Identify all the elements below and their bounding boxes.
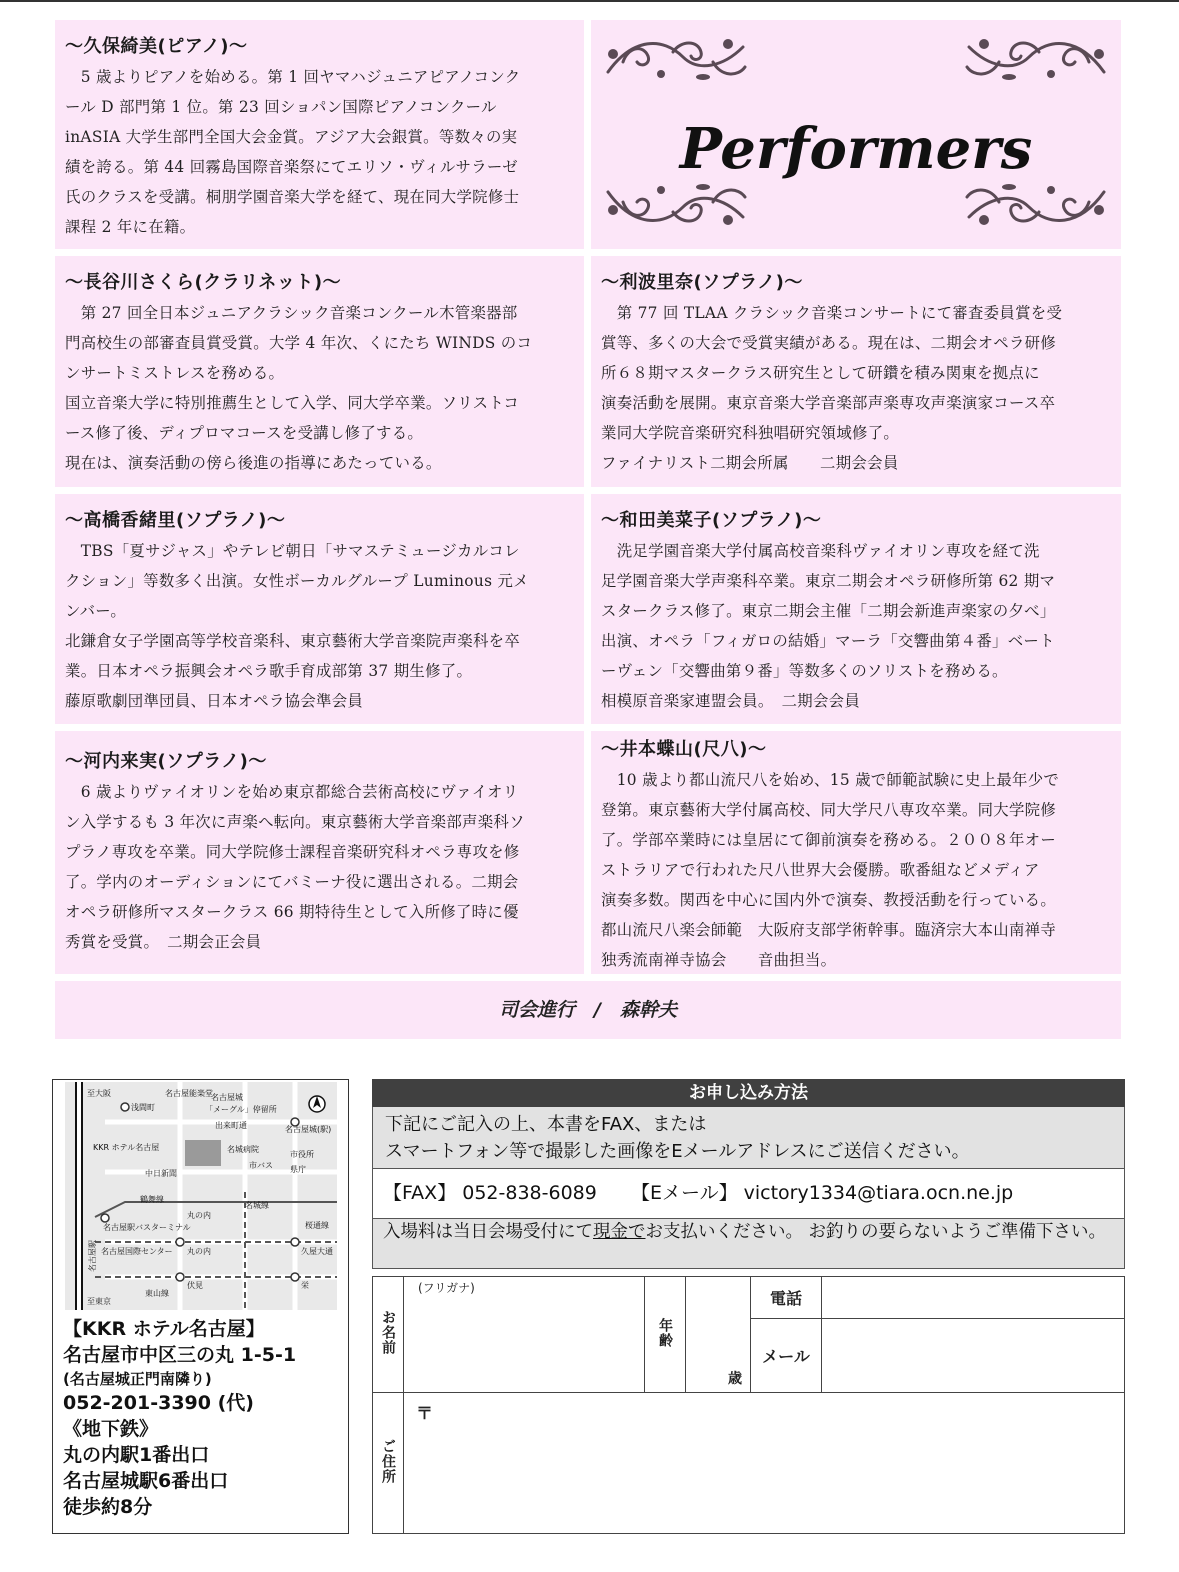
performer-name: 〜高橋香緒里(ソプラノ)〜 [65,510,286,531]
application-instructions [372,1107,1125,1169]
performer-name: 〜久保綺美(ピアノ)〜 [65,36,248,57]
email-address[interactable]: victory1334@tiara.ocn.ne.jp [743,1182,1014,1204]
hotel-name: 【KKR ホテル名古屋】 [63,1318,265,1340]
age-label-cell [645,1277,686,1393]
map-label: 出来町通 [215,1121,247,1130]
performer-bio: 10 歳より都山流尺八を始め、15 歳で師範試験に史上最年少で 登第。東京藝術大学付属高校、同大学尺八専攻卒業。同大学院修 了。学部卒業時には皇居にて御前演奏を務める。２００８年オー ストラリアで行われた尺八世界大会優勝。歌番組などメディア 演奏多数。関西を中心に国内外で演奏、教授活動を行っている。 都山流尺八楽会師範 大阪府支部学術幹事。臨済宗大本山南禅寺 独秀流南禅寺協会 音曲担当。 [601,771,1060,969]
map-label: 名城線 [245,1201,269,1210]
phone-label: 電話 [769,1289,802,1308]
performer-bio: 6 歳よりヴァイオリンを始め東京都総合芸術高校にヴァイオリ ン入学するも 3 年次に声楽へ転向。東京藝術大学音楽部声楽科ソ プラノ専攻を卒業。同大学院修士課程音楽研究科オペラ専攻を修 了。学内のオーディションにてバミーナ役に選出される。二期会 オペラ研修所マスタークラス 66 期特待生として入所修了時に優 秀賞を受賞。 二期会正会員 [65,783,525,951]
map-label: 東山線 [145,1289,169,1298]
map-label: 名古屋能楽堂 [165,1089,213,1098]
map-label: 至大阪 [87,1089,111,1098]
map-label: 伏見 [187,1281,203,1290]
phone-field[interactable] [822,1277,1125,1319]
application-section [372,1079,1125,1269]
access-map [65,1082,337,1310]
map-label: 至東京 [87,1297,111,1306]
map-label: 名古屋城(駅) [285,1125,332,1134]
performer-name: 〜長谷川さくら(クラリネット)〜 [65,272,342,293]
performer-card [55,256,584,487]
address-label: ご住所 [380,1438,396,1484]
access-map-panel [52,1079,349,1534]
map-label: KKR ホテル名古屋 [93,1143,160,1152]
performer-bio: 第 77 回 TLAA クラシック音楽コンサートにて審査委員賞を受 賞等、多くの大会で受賞実績がある。現在は、二期会オペラ研修 所６８期マスタークラス研究生として研鑽を積み関東を拠点に 演奏活動を展開。東京音楽大学音楽部声楽専攻声楽演家コース卒 業同大学院音楽研究科独唱研究領域修了。 ファイナリスト二期会所属 二期会会員 [601,304,1063,472]
performer-card [591,494,1121,724]
mail-field[interactable] [822,1319,1125,1393]
performer-name: 〜河内来実(ソプラノ)〜 [65,751,267,772]
hotel-phone: 052-201-3390 (代) [63,1392,254,1414]
performer-card [591,256,1121,487]
address-field[interactable] [404,1393,1125,1534]
application-heading: お申し込み方法 [372,1079,1125,1107]
map-label: 鶴舞線 [140,1195,164,1204]
map-label: 久屋大通 [301,1247,333,1256]
top-rule [0,0,1179,2]
mail-label: メール [762,1347,810,1366]
walk-time: 徒歩約8分 [63,1496,153,1518]
north-arrow-icon [309,1096,325,1112]
fax-label: 【FAX】 [383,1182,457,1204]
application-form [372,1276,1125,1534]
ornament-top-left-icon [603,32,753,92]
performers-title: Performers [679,116,1033,182]
performer-bio: 第 27 回全日本ジュニアクラシック音楽コンクール木管楽器部 門高校生の部審査員賞受賞。大学 4 年次、くにたち WINDS のコ ンサートミストレスを務める。 国立音楽大学に特別推薦生として入学、同大学卒業。ソリストコ ース修了後、ディプロマコースを受講し修了する。 現在は、演奏活動の傍ら後進の指導にあたっている。 [65,304,533,472]
furigana-label: (フリガナ) [418,1281,475,1295]
map-label: 名古屋城 [211,1093,243,1102]
map-label: 丸の内 [187,1211,211,1220]
map-label: 「メーグル」停留所 [205,1105,277,1114]
map-label: 名古屋駅 [88,1240,97,1272]
performer-name: 〜和田美菜子(ソプラノ)〜 [601,510,822,531]
ornament-top-right-icon [959,32,1109,92]
map-label: 名古屋駅バスターミナル [103,1223,191,1232]
map-label: 県庁 [290,1165,306,1174]
age-label: 年齢 [657,1317,673,1348]
hotel-address [63,1316,296,1520]
name-label: お名前 [380,1310,396,1355]
subway-exit-2: 名古屋城駅6番出口 [63,1470,229,1492]
subway-exit-1: 丸の内駅1番出口 [63,1444,210,1466]
performer-card [55,731,584,974]
fax-number[interactable]: 052-838-6089 [462,1182,597,1204]
postal-mark: 〒 [416,1404,433,1424]
mail-label-cell [751,1319,822,1393]
performer-name: 〜井本蝶山(尺八)〜 [601,739,767,760]
name-label-cell [373,1277,404,1393]
map-label: 栄 [301,1281,309,1290]
map-label: 桜通線 [305,1221,329,1230]
performer-bio: 洗足学園音楽大学付属高校音楽科ヴァイオリン専攻を経て洗 足学園音楽大学声楽科卒業。東京二期会オペラ研修所第 62 期マ スタークラス修了。東京二期会主催「二期会新進声楽家の夕べ」 出演、オペラ「フィガロの結婚」マーラ「交響曲第４番」ベート ーヴェン「交響曲第９番」等数多くのソリストを務める。 相模原音楽家連盟会員。 二期会会員 [601,542,1056,710]
fee-text: 入場料は当日会場受付にて [383,1222,593,1242]
fee-notice [372,1219,1125,1269]
map-label: 名古屋国際センター [101,1247,173,1256]
instruction-line: 下記にご記入の上、本書をFAX、または [385,1114,707,1135]
performer-bio: TBS「夏サジャス」やテレビ朝日「サマステミュージカルコレ クション」等数多く出演。女性ボーカルグループ Luminous 元メ ンバー。 北鎌倉女子学園高等学校音楽科、東京藝術大学音楽院声楽科を卒 業。日本オペラ振興会オペラ歌手育成部第 37 期生修了。 藤原歌劇団準団員、日本オペラ協会準会員 [65,542,529,710]
fee-cash: 現金で [593,1222,646,1242]
age-field[interactable] [686,1277,751,1393]
map-label: 中日新聞 [145,1169,177,1178]
performers-title-panel [591,20,1121,249]
map-label: 丸の内 [187,1247,211,1256]
performer-bio: 5 歳よりピアノを始める。第 1 回ヤマハジュニアピアノコンク ール D 部門第 1 位。第 23 回ショパン国際ピアノコンクール inASIA 大学生部門全国大会金賞。アジア大会銀賞。等数々の実 績を誇る。第 44 回霧島国際音楽祭にてエリソ・ヴィルサラーゼ 氏のクラスを受講。桐朋学園音楽大学を経て、現在同大学院修士 課程 2 年に在籍。 [65,68,521,236]
fee-text: お支払いください。 お釣りの要らないようご準備下さい。 [645,1222,1107,1242]
email-label: 【Eメール】 [630,1182,738,1204]
name-field[interactable] [404,1277,645,1393]
age-unit: 歳 [728,1371,742,1387]
instruction-line: スマートフォン等で撮影した画像をEメールアドレスにご送信ください。 [385,1141,970,1162]
performer-card [55,494,584,724]
subway-label: 《地下鉄》 [63,1418,159,1440]
hotel-note: (名古屋城正門南隣り) [63,1370,212,1388]
performer-card [591,731,1121,974]
hotel-street: 名古屋市中区三の丸 1-5-1 [63,1344,297,1366]
phone-label-cell [751,1277,822,1319]
performer-card [55,20,584,249]
map-label: 浅間町 [131,1103,155,1112]
map-label: 市役所 [290,1150,314,1159]
contact-row [372,1169,1125,1219]
master-of-ceremonies: 司会進行 / 森幹夫 [55,981,1121,1039]
address-label-cell [373,1393,404,1534]
performer-name: 〜利波里奈(ソプラノ)〜 [601,272,803,293]
map-label: 市バス [249,1161,273,1170]
map-label: 名城病院 [227,1145,259,1154]
